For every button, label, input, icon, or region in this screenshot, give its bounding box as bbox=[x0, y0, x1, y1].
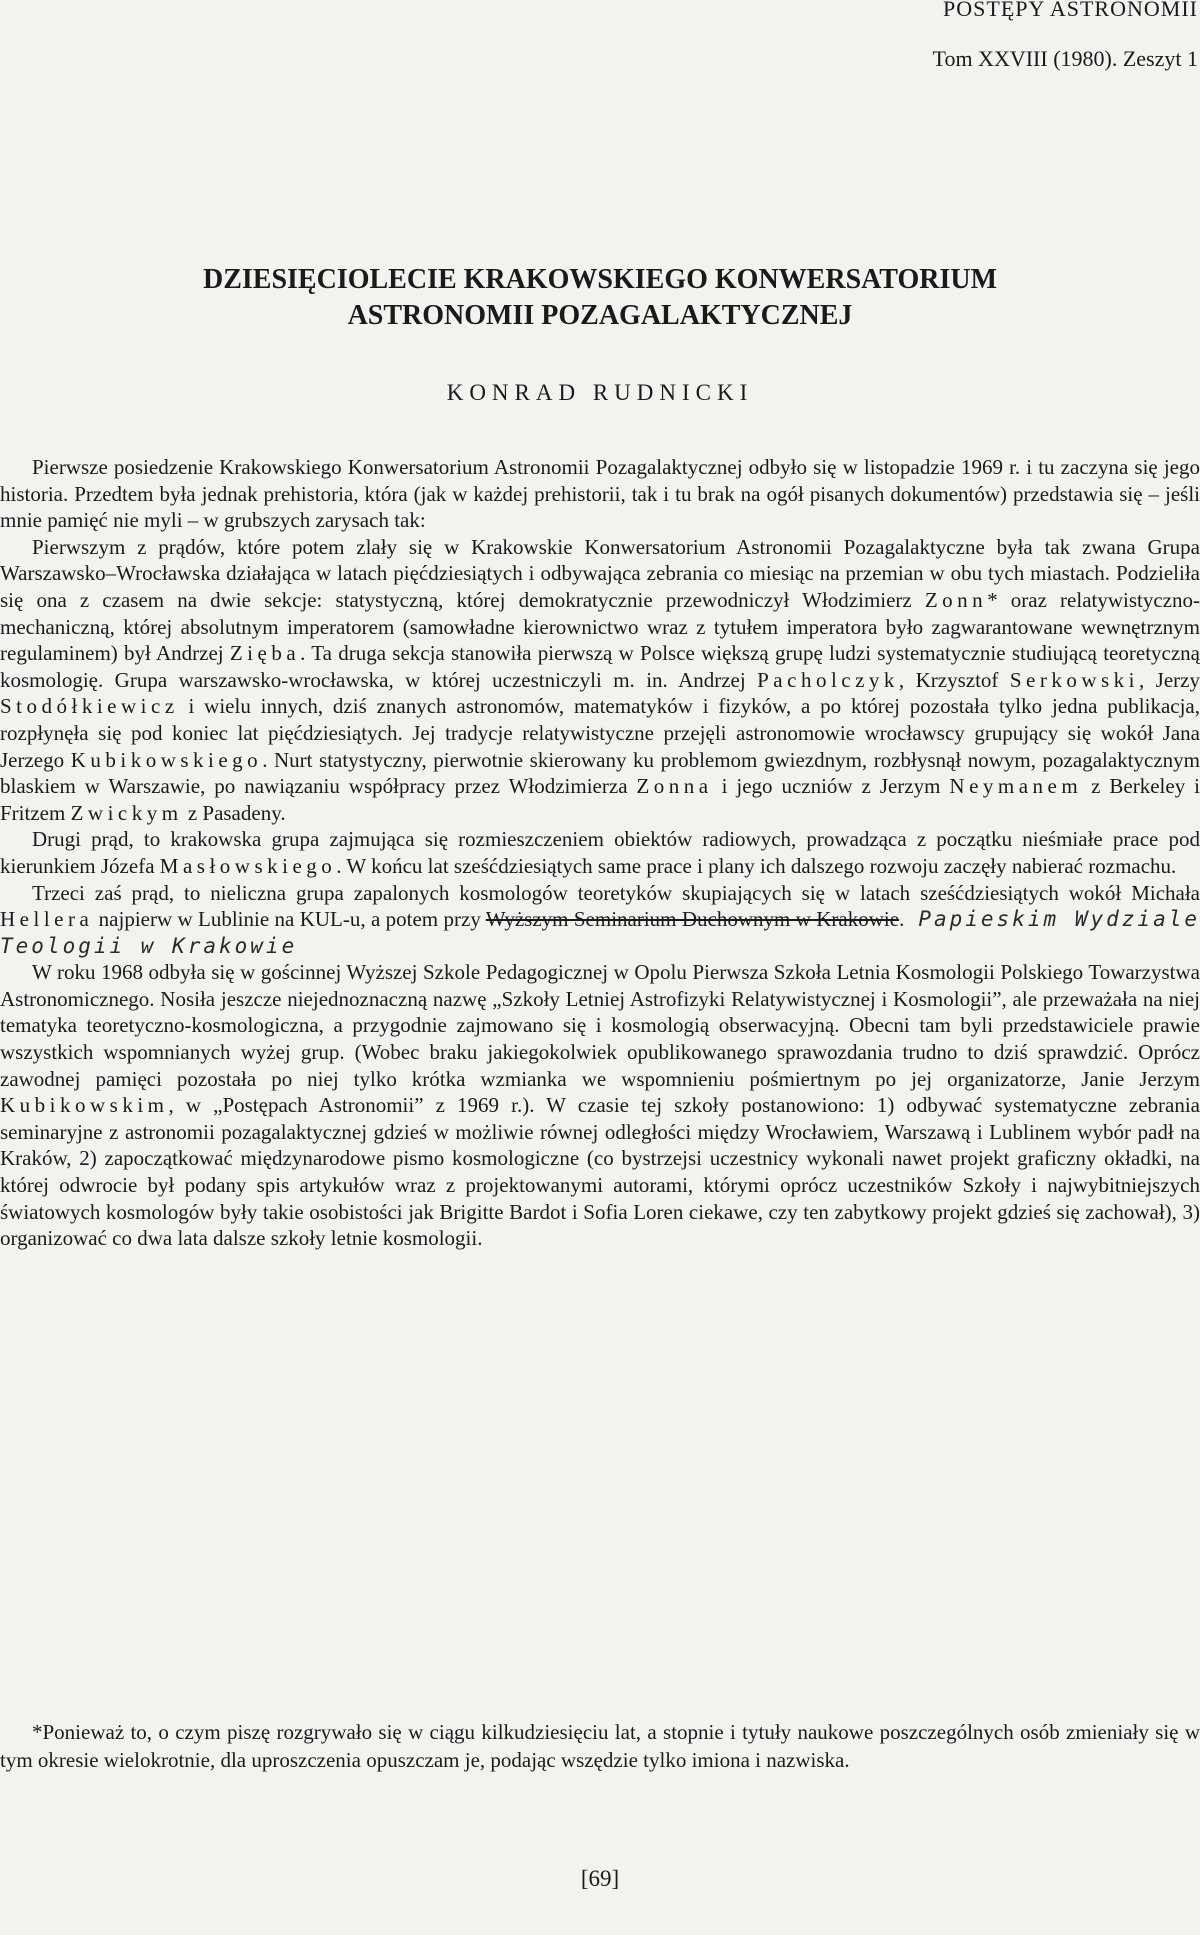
text-run: , Krzysztof bbox=[898, 667, 1010, 692]
handwritten-correction: Papieskim Wydziale Teologii w Krakowie bbox=[0, 907, 1200, 958]
text-run: i wielu innych, dziś znanych astronomów, matematyków i fizyków, a po której pozostała tylko jedna publikacja, rozpłynęła się pod koniec lat pięćdziesiątych. Jej tradycje relatywistyczne przejęli astronomowie wrocławscy grupujący się wokół Jana Jerzego bbox=[0, 694, 1200, 772]
text-run: Trzeci zaś prąd, to nieliczna grupa zapalonych kosmologów teoretyków skupiających się w latach sześćdziesiątych wokół Michała bbox=[32, 880, 1200, 905]
text-run: . bbox=[899, 907, 905, 932]
spaced-surname: Zwickym bbox=[70, 800, 183, 825]
spaced-surname: Neymanem bbox=[949, 774, 1083, 799]
article-title bbox=[100, 262, 1100, 334]
spaced-surname: Kubikowskiego bbox=[70, 747, 263, 772]
spaced-surname: Pacholczyk bbox=[757, 667, 899, 692]
spaced-surname: Hellera bbox=[0, 907, 94, 932]
spaced-surname: Zonn bbox=[924, 587, 988, 612]
text-run: . Nurt statystyczny, pierwotnie skierowany ku problemom gwiezdnym, rozbłysnął nowym, pozagalaktycznym blaskiem w Warszawie, po nawiązaniu współpracy przez Włodzimierza bbox=[0, 747, 1200, 799]
spaced-surname: Masłowskiego bbox=[159, 853, 337, 878]
text-run: . Ta druga sekcja stanowiła pierwszą w Polsce większą grupę ludzi systematycznie studiującą teoretyczną kosmologię. Grupa warszawsko-wrocławska, w której uczestniczyli m. in. Andrzej bbox=[0, 641, 1200, 692]
text-run: najpierw w Lublinie na KUL-u, a potem przy bbox=[93, 907, 486, 932]
struck-through-text: Wyższym Seminarium Duchownym w Krakowie bbox=[485, 907, 900, 932]
spaced-surname: Zonna bbox=[636, 774, 713, 799]
text-run: * oraz relatywistyczno-mechaniczną, której absolutnym imperatorem (samowładne kierownictwo wraz z tytułem imperatora było zagwarantowane wewnętrznym regulaminem) był Andrzej bbox=[0, 587, 1200, 666]
paragraph-2 bbox=[0, 534, 1200, 827]
text-run: Pierwszym z prądów, które potem zlały się w Krakowskie Konwersatorium Astronomii Pozagalaktyczne była tak zwana Grupa Warszawsko–Wrocławska działająca w latach pięćdziesiątych i odbywająca zebrania co miesiąc na przemian w obu tych miastach. Podzieliła się ona z czasem na dwie sekcje: statystyczną, której demokratycznie przewodniczył Włodzimierz bbox=[0, 534, 1200, 612]
text-run: z Pasadeny. bbox=[182, 800, 286, 825]
footnote-text: *Ponieważ to, o czym piszę rozgrywało się w ciągu kilkudziesięciu lat, a stopnie i tytuły naukowe poszczególnych osób zmieniały się w tym okresie wielokrotnie, dla uproszczenia opuszczam je, podając wszędzie tylko imiona i nazwiska. bbox=[0, 1720, 1200, 1772]
text-run: W roku 1968 odbyła się w gościnnej Wyższej Szkole Pedagogicznej w Opolu Pierwsza Szkoła Letnia Kosmologii Polskiego Towarzystwa Astronomicznego. Nosiła jeszcze niejednoznaczną nazwę „Szkoły Letniej Astrofizyki Relatywistycznej i Kosmologii”, ale przeważała na niej tematyka teoretyczno-kosmologiczna, a przygodnie zajmowano się i kosmologią obserwacyjną. Obecni tam byli przedstawiciele prawie wszystkich wspomnianych wyżej grup. (Wobec braku jakiegokolwiek opublikowanego sprawozdania trudno to dziś sprawdzić. Oprócz zawodnej pamięci pozostała po niej tylko krótka wzmianka we wspomnieniu pośmiertnym po jej organizatorze, Janie Jerzym bbox=[0, 960, 1200, 1091]
text-run: Drugi prąd, to krakowska grupa zajmująca się rozmieszczeniem obiektów radiowych, prowadząca z początku nieśmiałe prace pod kierunkiem Józefa bbox=[0, 827, 1200, 878]
paragraph-1: Pierwsze posiedzenie Krakowskiego Konwersatorium Astronomii Pozagalaktycznej odbyło się w listopadzie 1969 r. i tu zaczyna się jego historia. Przedtem była jednak prehistoria, która (jak w każdej prehistorii, tak i tu brak na ogół pisanych dokumentów) przedstawia się – jeśli mnie pamięć nie myli – w grubszych zarysach tak: bbox=[0, 455, 1200, 533]
spaced-surname: Serkowski bbox=[1009, 667, 1139, 692]
volume-info: Tom XXVIII (1980). Zeszyt 1 bbox=[932, 46, 1198, 71]
text-run: i jego uczniów z Jerzym bbox=[712, 774, 950, 799]
text-run: , Jerzy bbox=[1139, 667, 1200, 692]
title-line-1: DZIESIĘCIOLECIE KRAKOWSKIEGO KONWERSATORIUM bbox=[202, 264, 998, 295]
text-run: . W końcu lat sześćdziesiątych same prace i plany ich dalszego rozwoju zaczęły nabierać rozmachu. bbox=[336, 853, 1177, 878]
spaced-surname: Zięba bbox=[229, 641, 301, 666]
paragraph-3 bbox=[0, 826, 1200, 879]
page-number: [69] bbox=[580, 1866, 620, 1891]
article-body bbox=[0, 454, 1200, 1252]
author-name: KONRAD RUDNICKI bbox=[446, 380, 754, 405]
spaced-surname: Stodółkiewicz bbox=[0, 694, 179, 719]
spaced-surname: Kubikowskim bbox=[0, 1093, 169, 1118]
footnote bbox=[0, 1718, 1200, 1774]
text-run: , w „Postępach Astronomii” z 1969 r.). W czasie tej szkoły postanowiono: 1) odbywać systematyczne zebrania seminaryjne z astronomii pozagalaktycznej gdzieś w możliwie równej odległości między Wrocławiem, Warszawą i Lublinem wybór padł na Kraków, 2) zapoczątkować międzynarodowe pismo kosmologiczne (co bystrzejsi uczestnicy wykonali nawet projekt graficzny okładki, na której odwrocie był podany spis artykułów wraz z projektowanymi autorami, którymi oprócz uczestników Szkoły i najwybitniejszych światowych kosmologów były takie osobistości jak Brigitte Bardot i Sofia Loren ciekawe, czy ten zabytkowy projekt gdzieś się zachował), 3) organizować co dwa lata dalsze szkoły letnie kosmologii. bbox=[0, 1093, 1200, 1251]
journal-name: POSTĘPY ASTRONOMII bbox=[943, 0, 1198, 21]
paragraph-4 bbox=[0, 880, 1200, 960]
title-line-2: ASTRONOMII POZAGALAKTYCZNEJ bbox=[347, 300, 853, 331]
paragraph-5 bbox=[0, 959, 1200, 1252]
text-run: z Berkeley i Fritzem bbox=[0, 774, 1200, 825]
